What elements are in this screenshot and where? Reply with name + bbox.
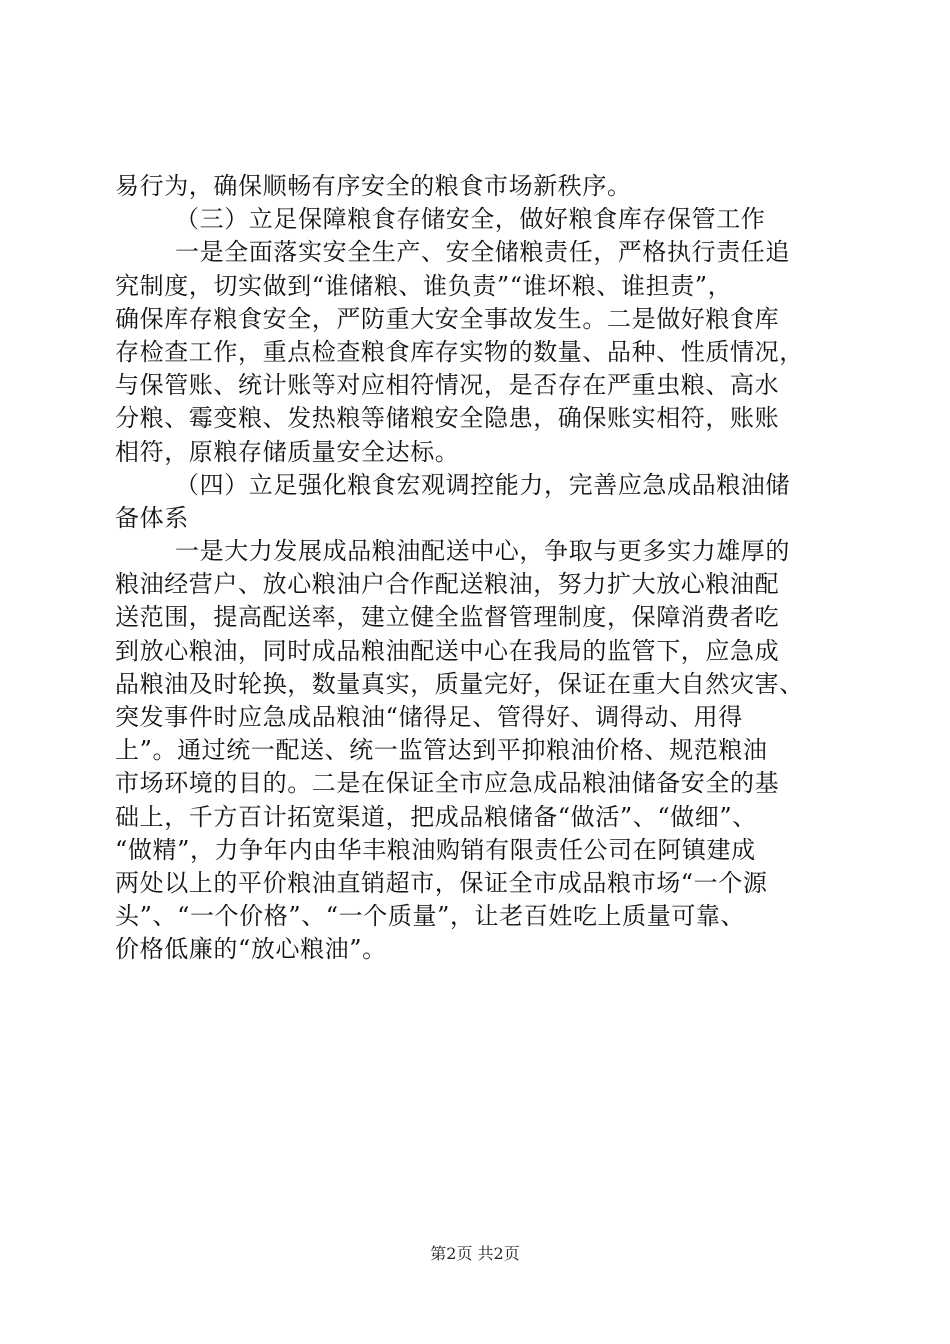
text-line: 一是大力发展成品粮油配送中心，争取与更多实力雄厚的: [175, 537, 790, 566]
text-line: 市场环境的目的。二是在保证全市应急成品粮油储备安全的基: [115, 769, 780, 798]
text-line: 存检查工作，重点检查粮食库存实物的数量、品种、性质情况，: [115, 337, 804, 366]
text-line: 础上，千方百计拓宽渠道，把成品粮储备“做活”、“做细”、: [115, 802, 757, 831]
text-line: 备体系: [115, 503, 189, 532]
text-line: 一是全面落实安全生产、安全储粮责任，严格执行责任追: [175, 238, 790, 267]
text-line: 两处以上的平价粮油直销超市，保证全市成品粮市场“一个源: [115, 868, 768, 897]
text-line: 分粮、霉变粮、发热粮等储粮安全隐患，确保账实相符，账账: [115, 404, 780, 433]
text-line: 究制度，切实做到“谁储粮、谁负责”“谁坏粮、谁担责”，: [115, 271, 733, 300]
text-line: 粮油经营户、放心粮油户合作配送粮油，努力扩大放心粮油配: [115, 570, 780, 599]
text-line: 相符，原粮存储质量安全达标。: [115, 437, 460, 466]
text-line: 上”。通过统一配送、统一监管达到平抑粮油价格、规范粮油: [115, 736, 768, 765]
section-heading-3: （三）立足保障粮食存储安全，做好粮食库存保管工作: [175, 205, 766, 234]
text-line: 易行为，确保顺畅有序安全的粮食市场新秩序。: [115, 172, 632, 200]
text-line: 品粮油及时轮换，数量真实，质量完好，保证在重大自然灾害、: [115, 669, 804, 698]
text-line: 突发事件时应急成品粮油“储得足、管得好、调得动、用得: [115, 703, 743, 731]
text-line: 到放心粮油，同时成品粮油配送中心在我局的监管下，应急成: [115, 636, 780, 665]
page-number-footer: 第2页 共2页: [430, 1244, 520, 1263]
section-heading-4: （四）立足强化粮食宏观调控能力，完善应急成品粮油储: [175, 470, 790, 499]
text-line: 头”、“一个价格”、“一个质量”，让老百姓吃上质量可靠、: [115, 902, 746, 931]
text-line: 确保库存粮食安全，严防重大安全事故发生。二是做好粮食库: [115, 304, 780, 333]
text-line: 价格低廉的“放心粮油”。: [115, 935, 387, 964]
document-body: [115, 170, 835, 967]
text-line: “做精”，力争年内由华丰粮油购销有限责任公司在阿镇建成: [115, 835, 756, 864]
text-line: 送范围，提高配送率，建立健全监督管理制度，保障消费者吃: [115, 603, 780, 632]
text-line: 与保管账、统计账等对应相符情况，是否存在严重虫粮、高水: [115, 371, 780, 400]
